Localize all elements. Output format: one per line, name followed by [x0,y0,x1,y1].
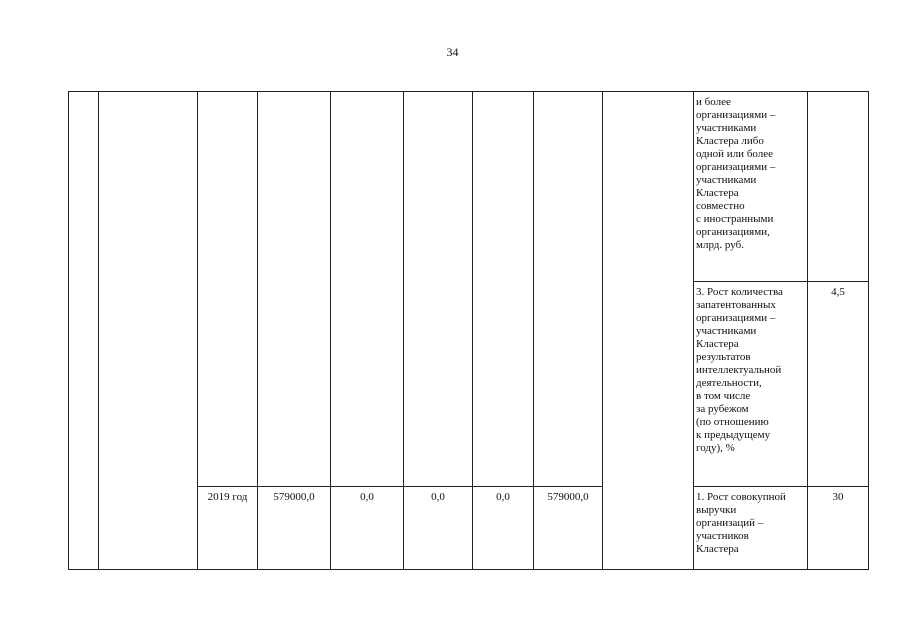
table-row [69,92,869,282]
cell-executor [603,92,694,570]
cell-year [198,92,258,487]
indicator-text: 1. Рост совокупной выручки организаций – участников Кластера [694,487,808,570]
cell-local [473,92,534,487]
cell-federal [331,92,404,487]
indicator-value: 4,5 [808,282,869,487]
year-cell: 2019 год [198,487,258,570]
program-table [68,91,869,570]
cell-regional [404,92,473,487]
indicator-value: 30 [808,487,869,570]
local-cell: 0,0 [473,487,534,570]
total-cell: 579000,0 [258,487,331,570]
cell-total [258,92,331,487]
regional-cell: 0,0 [404,487,473,570]
cell-index [69,92,99,570]
extra-cell: 579000,0 [534,487,603,570]
cell-extra [534,92,603,487]
indicator-text: 3. Рост количества запатентованных организациями – участниками Кластера результатов интеллектуальной деятельности, в том числе за рубежом (по отношению к предыдущему году), % [694,282,808,487]
cell-activity [99,92,198,570]
federal-cell: 0,0 [331,487,404,570]
indicator-text: и более организациями – участниками Кластера либо одной или более организациями – участниками Кластера совместно с иностранными организациями, млрд. руб. [694,92,808,282]
page-number: 34 [446,45,459,59]
indicator-value [808,92,869,282]
